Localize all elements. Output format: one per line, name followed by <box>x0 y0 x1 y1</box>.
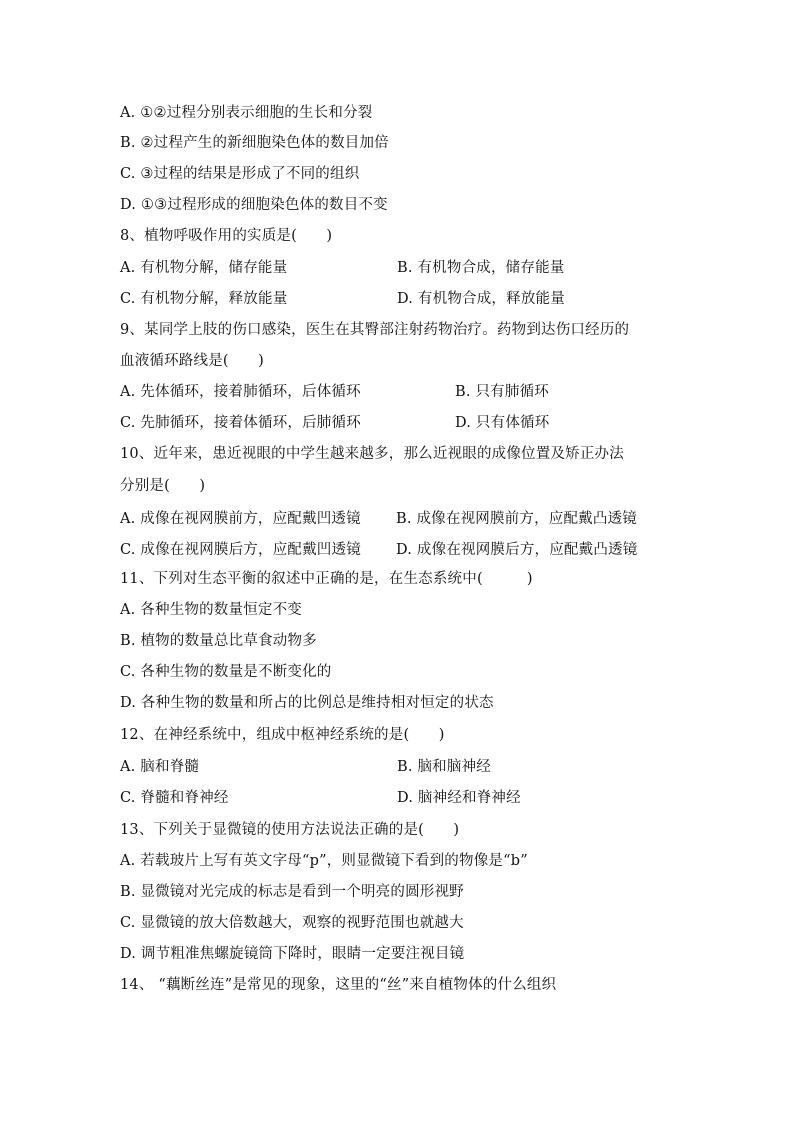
q11-option-b: B. 植物的数量总比草食动物多 <box>120 633 317 649</box>
q9-option-b: B. 只有肺循环 <box>455 384 549 400</box>
q10-option-a: A. 成像在视网膜前方，应配戴凹透镜 <box>120 511 361 527</box>
q9-option-a: A. 先体循环，接着肺循环，后体循环 <box>120 384 361 400</box>
q12-option-b: B. 脑和脑神经 <box>397 759 491 775</box>
q14-stem: 14、 “藕断丝连”是常见的现象，这里的“丝”来自植物体的什么组织 <box>120 977 557 993</box>
q9-option-c: C. 先肺循环，接着体循环，后肺循环 <box>120 415 361 431</box>
q7-option-a: A. ①②过程分别表示细胞的生长和分裂 <box>120 105 373 121</box>
q8-option-a: A. 有机物分解，储存能量 <box>120 260 288 276</box>
q13-option-c: C. 显微镜的放大倍数越大，观察的视野范围也就越大 <box>120 915 464 931</box>
q13-option-a: A. 若载玻片上写有英文字母“p”，则显微镜下看到的物像是“b” <box>120 853 528 869</box>
q11-stem: 11、下列对生态平衡的叙述中正确的是，在生态系统中( ) <box>120 571 533 587</box>
q12-option-d: D. 脑神经和脊神经 <box>397 790 521 806</box>
q7-option-c: C. ③过程的结果是形成了不同的组织 <box>120 166 360 182</box>
q10-option-b: B. 成像在视网膜前方，应配戴凸透镜 <box>396 511 637 527</box>
q9-option-d: D. 只有体循环 <box>455 415 550 431</box>
q10-option-d: D. 成像在视网膜后方，应配戴凸透镜 <box>396 542 638 558</box>
q7-option-d: D. ①③过程形成的细胞染色体的数目不变 <box>120 197 388 213</box>
q8-option-b: B. 有机物合成，储存能量 <box>397 260 565 276</box>
q11-option-a: A. 各种生物的数量恒定不变 <box>120 602 302 618</box>
q8-option-d: D. 有机物合成，释放能量 <box>397 291 565 307</box>
q12-option-c: C. 脊髓和脊神经 <box>120 790 229 806</box>
q13-option-d: D. 调节粗准焦螺旋镜筒下降时，眼睛一定要注视目镜 <box>120 946 465 962</box>
q13-stem: 13、下列关于显微镜的使用方法说法正确的是( ) <box>120 822 460 838</box>
q13-option-b: B. 显微镜对光完成的标志是看到一个明亮的圆形视野 <box>120 884 464 900</box>
q10-stem-line2: 分别是( ) <box>120 478 206 494</box>
q8-option-c: C. 有机物分解，释放能量 <box>120 291 288 307</box>
q12-option-a: A. 脑和脊髓 <box>120 759 200 775</box>
q7-option-b: B. ②过程产生的新细胞染色体的数目加倍 <box>120 135 389 151</box>
q11-option-d: D. 各种生物的数量和所占的比例总是维持相对恒定的状态 <box>120 695 494 711</box>
q9-stem-line1: 9、某同学上肢的伤口感染，医生在其臀部注射药物治疗。药物到达伤口经历的 <box>120 322 630 338</box>
q11-option-c: C. 各种生物的数量是不断变化的 <box>120 664 332 680</box>
q8-stem: 8、植物呼吸作用的实质是( ) <box>120 228 333 244</box>
q10-stem-line1: 10、近年来，患近视眼的中学生越来越多，那么近视眼的成像位置及矫正办法 <box>120 446 624 462</box>
q12-stem: 12、在神经系统中，组成中枢神经系统的是( ) <box>120 727 445 743</box>
q10-option-c: C. 成像在视网膜后方，应配戴凹透镜 <box>120 542 361 558</box>
q9-stem-line2: 血液循环路线是( ) <box>120 353 265 369</box>
